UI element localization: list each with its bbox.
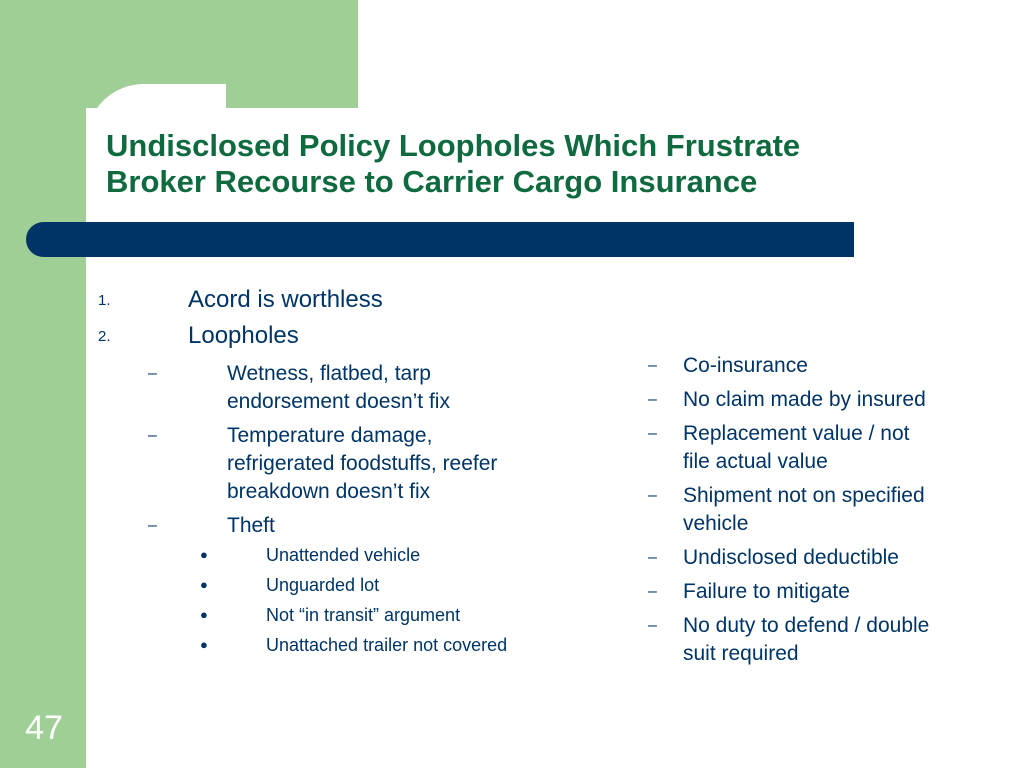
bullet-unguarded-lot xyxy=(98,570,618,600)
slide-title xyxy=(106,128,926,200)
dash-marker: – xyxy=(648,391,657,408)
sub-item-no-claim xyxy=(648,386,1008,414)
left-column xyxy=(98,282,618,660)
dash-marker: – xyxy=(648,357,657,374)
sub-item-line: Undisclosed deductible xyxy=(683,546,899,569)
bullet-unattended-vehicle xyxy=(98,540,618,570)
dash-marker: – xyxy=(148,517,157,534)
list-item-loopholes xyxy=(98,318,618,354)
list-number: 2. xyxy=(98,328,111,345)
bullet-text: Unattended vehicle xyxy=(266,545,421,565)
sub-item-line: No claim made by insured xyxy=(683,388,926,411)
sub-item-line: vehicle xyxy=(683,512,749,535)
list-item-text: Loopholes xyxy=(188,322,299,349)
bullet-dot: ● xyxy=(200,607,208,622)
sub-item-line: suit required xyxy=(683,642,799,665)
sub-item-line: endorsement doesn’t fix xyxy=(227,390,450,413)
white-top-area xyxy=(358,0,1024,108)
sub-item-line: Replacement value / not xyxy=(683,422,910,445)
bullet-text: Unattached trailer not covered xyxy=(266,635,508,655)
bullet-unattached-trailer xyxy=(98,630,618,660)
sub-item-wetness xyxy=(98,360,618,416)
list-item-acord xyxy=(98,282,618,318)
title-line-2: Broker Recourse to Carrier Cargo Insurance xyxy=(106,164,758,199)
dash-marker: – xyxy=(648,549,657,566)
sub-item-co-insurance xyxy=(648,352,1008,380)
right-column xyxy=(648,352,1008,674)
list-item-text: Acord is worthless xyxy=(188,286,383,313)
bullet-dot: ● xyxy=(200,637,208,652)
sub-item-line: Shipment not on specified xyxy=(683,484,925,507)
bullet-dot: ● xyxy=(200,547,208,562)
sub-item-deductible xyxy=(648,544,1008,572)
sub-item-line: No duty to defend / double xyxy=(683,614,930,637)
sub-item-line: Temperature damage, xyxy=(227,424,433,447)
sub-item-replacement-value xyxy=(648,420,1008,476)
sub-item-temperature xyxy=(98,422,618,506)
bullet-text: Not “in transit” argument xyxy=(266,605,461,625)
sub-item-line: Wetness, flatbed, tarp xyxy=(227,362,431,385)
dash-marker: – xyxy=(148,427,157,444)
green-side-band xyxy=(0,0,86,768)
dash-marker: – xyxy=(648,425,657,442)
title-line-1: Undisclosed Policy Loopholes Which Frustrate xyxy=(106,128,801,163)
bullet-text: Unguarded lot xyxy=(266,575,380,595)
dash-marker: – xyxy=(148,365,157,382)
sub-item-line: Failure to mitigate xyxy=(683,580,850,603)
sub-item-theft xyxy=(98,512,618,540)
sub-item-shipment xyxy=(648,482,1008,538)
sub-item-line: file actual value xyxy=(683,450,828,473)
dash-marker: – xyxy=(648,487,657,504)
bullet-dot: ● xyxy=(200,577,208,592)
dash-marker: – xyxy=(648,583,657,600)
dash-marker: – xyxy=(648,617,657,634)
sub-item-line: Co-insurance xyxy=(683,354,808,377)
page-number: 47 xyxy=(25,709,63,747)
title-underline-bar xyxy=(26,222,854,257)
sub-item-mitigate xyxy=(648,578,1008,606)
sub-item-duty-to-defend xyxy=(648,612,1008,668)
bullet-not-in-transit xyxy=(98,600,618,630)
sub-item-line: Theft xyxy=(227,514,275,537)
sub-item-line: refrigerated foodstuffs, reefer xyxy=(227,452,498,475)
sub-item-line: breakdown doesn’t fix xyxy=(227,480,431,503)
list-number: 1. xyxy=(98,292,111,309)
